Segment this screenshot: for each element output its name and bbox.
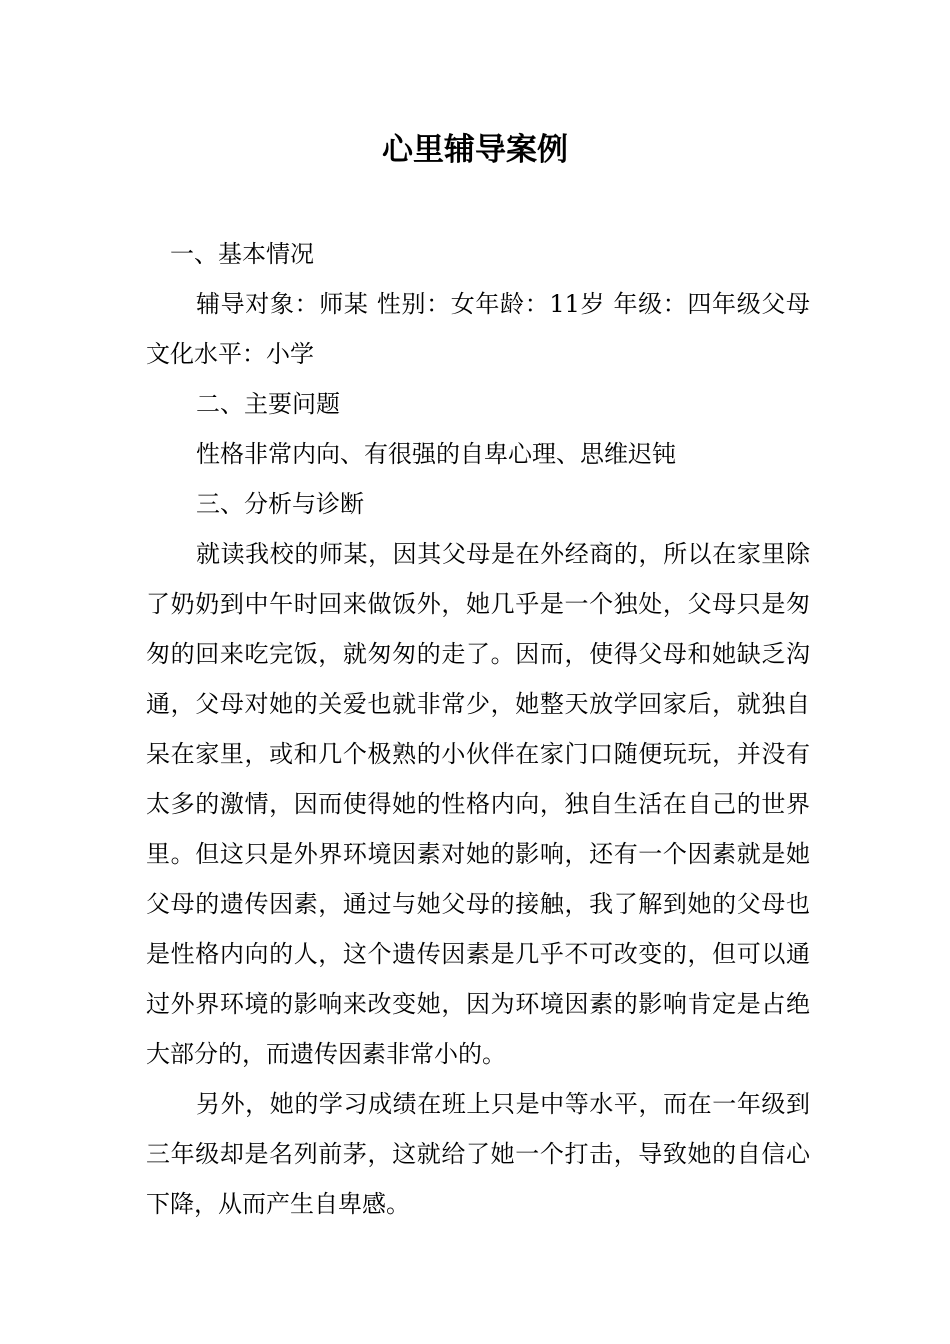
document-title: 心里辅导案例 — [382, 132, 568, 168]
paragraph-analysis: 就读我校的师某，因其父母是在外经商的，所以在家里除了奶奶到中午时回来做饭外，她几乎是一个独处，父母只是匆匆的回来吃完饭，就匆匆的走了。因而，使得父母和她缺乏沟通，父母对她的关爱也就非常少，她整天放学回家后，就独自呆在家里，或和几个极熟的小伙伴在家门口随便玩玩，并没有太多的激情，因而使得她的性格内向，独自生活在自己的世界里。但这只是外界环境因素对她的影响，还有一个因素就是她父母的遗传因素，通过与她父母的接触，我了解到她的父母也是性格内向的人，这个遗传因素是几乎不可改变的，但可以通过外界环境的影响来改变她，因为环境因素的影响肯定是占绝大部分的，而遗传因素非常小的。 — [146, 540, 810, 1068]
document-body — [146, 229, 810, 1229]
section-heading-main-problem: 二、主要问题 — [196, 390, 340, 418]
paragraph-subject-info: 辅导对象：师某 性别：女年龄：11岁 年级：四年级父母文化水平：小学 — [146, 290, 810, 368]
section-heading-basic-info: 一、基本情况 — [170, 240, 314, 268]
paragraph-main-problem: 性格非常内向、有很强的自卑心理、思维迟钝 — [196, 440, 676, 468]
section-heading-analysis: 三、分析与诊断 — [196, 490, 364, 518]
paragraph-additional: 另外，她的学习成绩在班上只是中等水平，而在一年级到三年级却是名列前茅，这就给了她一个打击，导致她的自信心下降，从而产生自卑感。 — [146, 1090, 810, 1218]
